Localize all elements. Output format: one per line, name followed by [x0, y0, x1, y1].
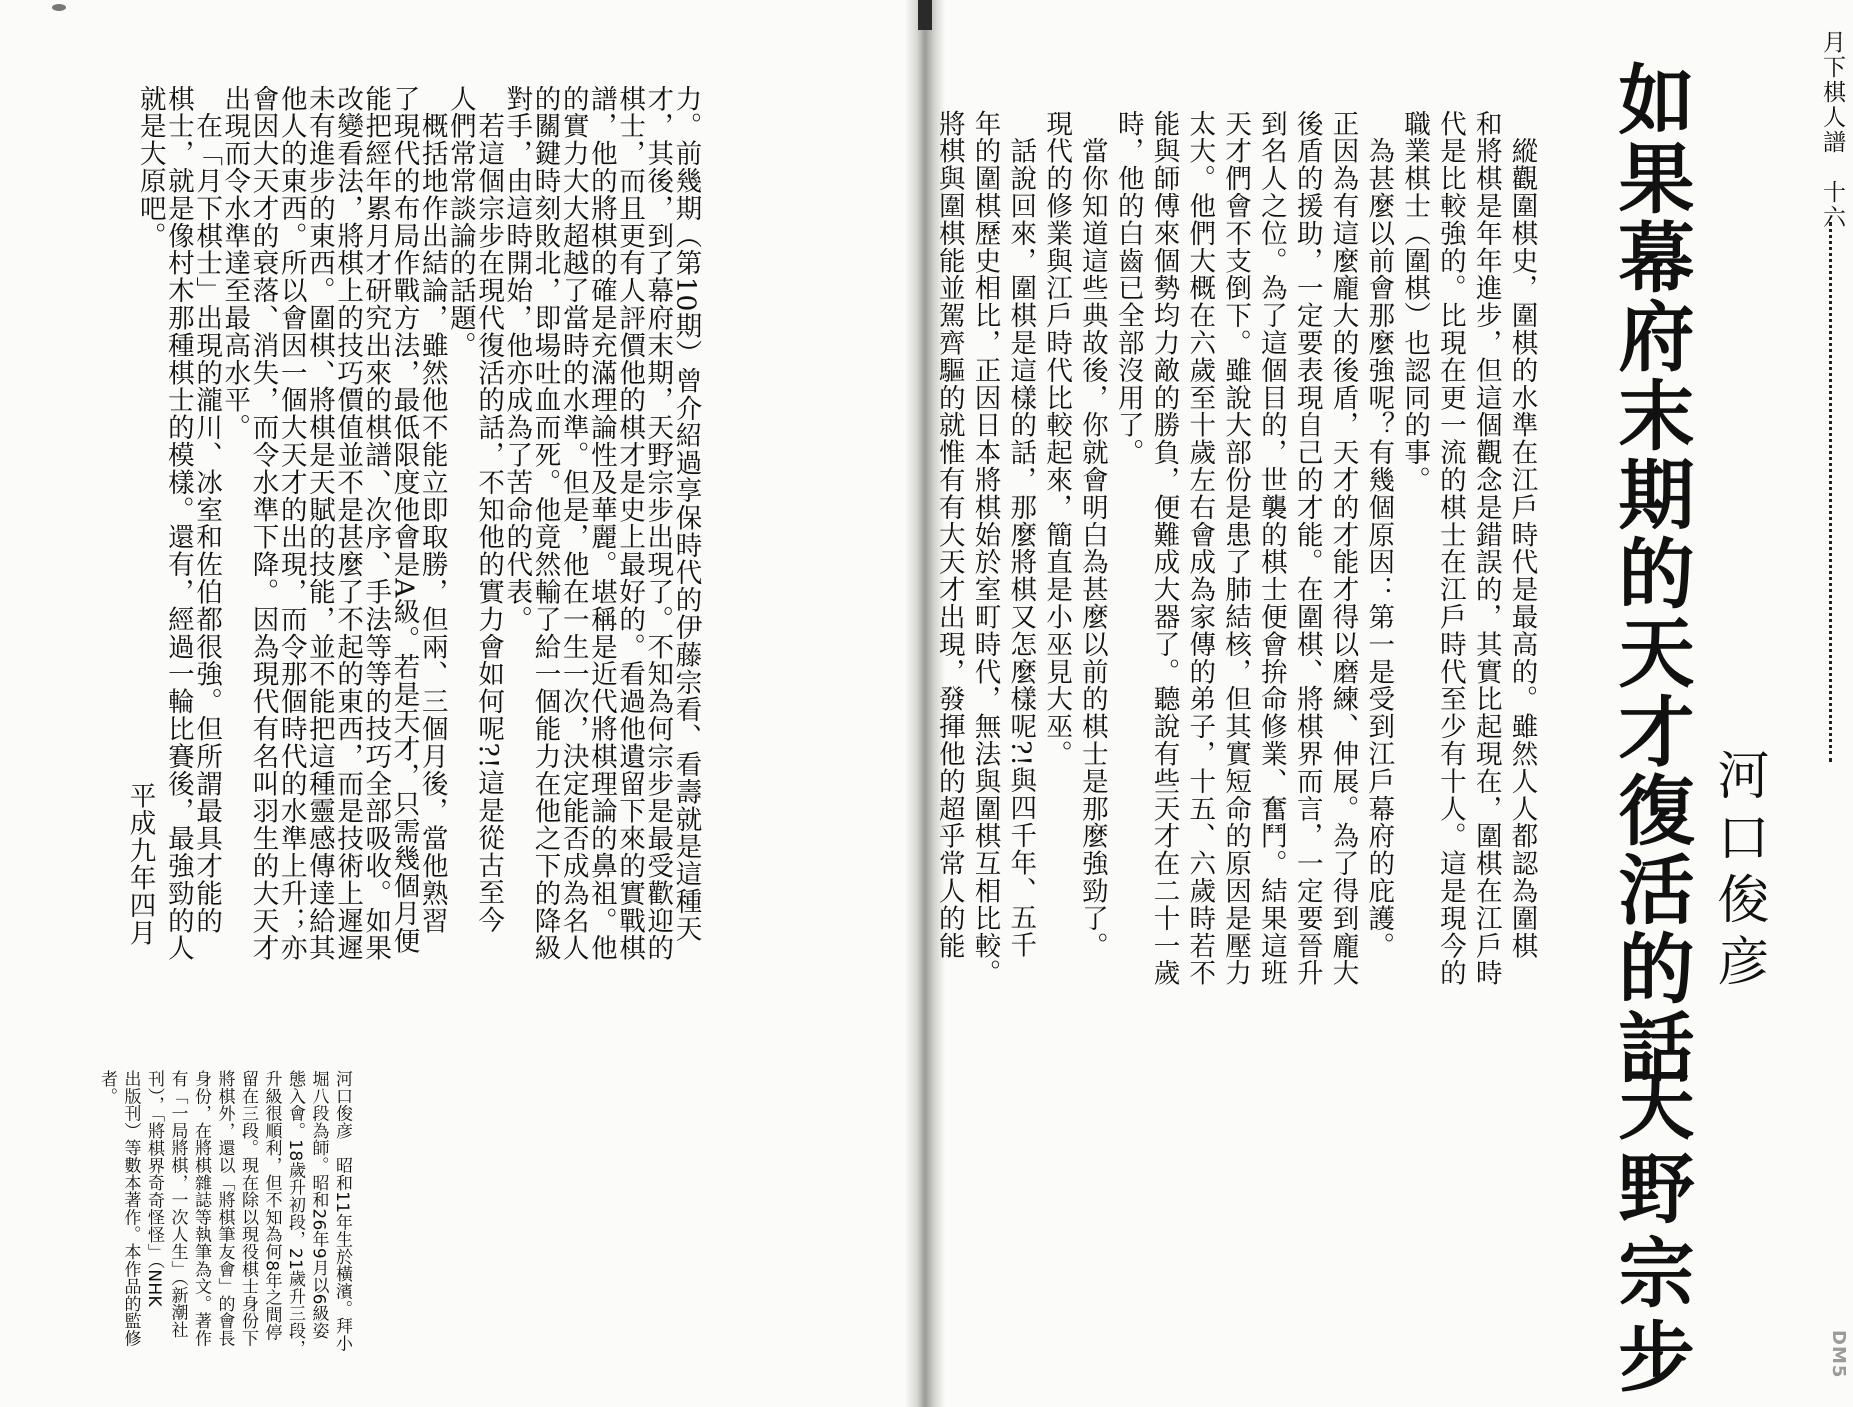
bio-column: 者。 — [97, 1070, 117, 1105]
bio-column: 刊），「將棋界奇奇怪怪」（NHK — [144, 1070, 164, 1307]
text-column: 天才們會不支倒下。雖說大部份是患了肺結核，但其實短命的原因是壓力 — [1220, 110, 1252, 987]
text-column: 未有進步的東西。圍棋、將棋是天賦的技能，並不能把這種靈感傳達給其 — [303, 85, 335, 962]
text-column: 縱觀圍棋史，圍棋的水準在江戶時代是最高的。雖然人人都認為圍棋 — [1506, 110, 1538, 960]
article-subject: 天野宗步 — [1606, 1065, 1695, 1401]
text-column: 職業棋士（圍棋）也認同的事。 — [1399, 110, 1431, 494]
text-column: 時，他的白齒已全部沒用了。 — [1112, 110, 1144, 467]
text-column: 才，其後，到了幕府末期，天野宗步出現了。不知為何宗步是最受歡迎的 — [642, 85, 674, 962]
bio-column: 升級很順利，但不知為何8年之間停 — [261, 1070, 282, 1341]
text-column: 現代的修業與江戶時代比較起來，簡直是小巫見大巫。 — [1041, 110, 1073, 768]
scan-speck — [52, 4, 66, 11]
text-column: 改變看法，將棋上的技巧價值並不是甚麼了不起的東西，而是技術上遲遲 — [332, 85, 364, 962]
text-column: 和將棋是年年進步，但這個觀念是錯誤的，其實比起現在，圍棋在江戶時 — [1470, 110, 1502, 987]
author-name: 河口俊彦 — [1708, 748, 1768, 996]
bio-column: 將棋外，還以「將棋筆友會」的會長 — [214, 1070, 235, 1347]
text-column: 對手，由這時開始，他亦成為了苦命的代表。 — [501, 85, 533, 633]
text-column: 的實力大大超越了當時的水準。但是，他在一生一次，決定能否成為名人 — [557, 85, 589, 962]
text-column: 當你知道這些典故後，你就會明白為甚麼以前的棋士是那麼強勁了。 — [1076, 110, 1108, 960]
text-column: 他人的東西。所以會因一個大天才的出現，而令那個時代的水準上升；亦 — [275, 85, 307, 962]
bio-column: 態入會。18歲升初段，21歲升三段， — [285, 1070, 305, 1357]
date-line: 平成九年四月 — [124, 782, 156, 947]
bio-column: 身份，在將棋雜誌等執筆為文。著作 — [191, 1070, 211, 1347]
text-column: 棋士，而且更有人評價他的棋才是史上最好的。看過他遺留下來的實戰棋 — [614, 85, 646, 962]
text-column: 概括地作出結論，雖然他不能立即取勝，但兩、三個月後，當他熟習 — [416, 85, 448, 935]
text-column: 能與師傅來個勢均力敵的勝負，便難成大器了。聽說有些天才在二十一歲 — [1148, 110, 1180, 987]
watermark-logo: DM5 — [1828, 1330, 1849, 1379]
text-column: 在「月下棋士」出現的瀧川、冰室和佐伯都很強。但所謂最具才能的 — [191, 85, 223, 935]
text-column: 年的圍棋歷史相比，正因日本將棋始於室町時代，無法與圍棋互相比較。 — [969, 110, 1001, 987]
text-column: 人們常常談論的話題。 — [444, 85, 476, 359]
text-column: 到名人之位。為了這個目的，世襲的棋士便會拚命修業、奮鬥。結果這班 — [1255, 110, 1287, 987]
text-column: 譜，他的將棋的確是充滿理論性及華麗。堪稱是近代將棋理論的鼻祖。他 — [585, 85, 617, 962]
text-column: 的關鍵時刻敗北，即場吐血而死。他竟然輸了給一個能力在他之下的降級 — [529, 85, 561, 962]
bio-column: 出版刊）等數本著作。本作品的監修 — [120, 1070, 141, 1347]
text-column: 代是比較強的。比現在更一流的棋士在江戶時代至少有十人。這是現今的 — [1434, 110, 1466, 987]
bio-column: 留在三段。現在除以現役棋士身份下 — [238, 1070, 258, 1347]
text-column: 能把經年累月才研究出來的棋譜、次序、手法等等的技巧全部吸收。如果 — [360, 85, 392, 962]
bio-column: 堀八段為師。昭和26年9月以6級姿 — [308, 1070, 329, 1340]
bio-column: 有「一局將棋，一次人生」（新潮社 — [167, 1070, 188, 1339]
running-head: 月下棋人譜 十六 — [1819, 30, 1845, 230]
gutter-shadow — [918, 0, 932, 30]
text-column: 話說回來，圍棋是這樣的話，那麼將棋又怎麼樣呢?!與四千年、五千 — [1005, 110, 1037, 959]
text-column: 正因為有這麼龐大的後盾，天才的才能才得以磨練、伸展。為了得到龐大 — [1327, 110, 1359, 987]
text-column: 將棋與圍棋能並駕齊驅的就惟有有大天才出現，發揮他的超乎常人的能 — [933, 110, 965, 960]
dotted-rule — [1829, 222, 1832, 762]
article-title: 如果幕府末期的天才復活的話 — [1606, 60, 1695, 1087]
text-column: 後盾的援助，一定要表現自己的才能。在圍棋、將棋界而言，一定要晉升 — [1291, 110, 1323, 987]
text-column: 若這個宗步在現代復活的話，不知他的實力會如何呢?!這是從古至今 — [473, 85, 505, 934]
text-column: 太大。他們大概在六歲至十歲左右會成為家傳的弟子，十五、六歲時若不 — [1184, 110, 1216, 987]
text-column: 了現代的布局作戰方法，最低限度他會是A級。若是天才，只需幾個月便 — [388, 85, 420, 955]
text-column: 棋士，就是像村木那種棋士的模樣。還有，經過一輪比賽後，最強勁的人 — [162, 85, 194, 962]
text-column: 會因大天才的衰落、消失，而令水準下降。因為現代有名叫羽生的大天才 — [247, 85, 279, 962]
text-column: 為甚麼以前會那麼強呢？有幾個原因：第一是受到江戶幕府的庇護。 — [1363, 110, 1395, 960]
text-column: 出現而令水準達至最高水平。 — [219, 85, 251, 442]
bio-column: 河口俊彦 昭和11年生於橫濱。拜小 — [332, 1070, 352, 1352]
text-column: 力。前幾期（第10期）曾介紹過享保時代的伊藤宗看、看壽就是這種天 — [670, 85, 702, 943]
text-column: 就是大原吧。 — [134, 85, 166, 250]
